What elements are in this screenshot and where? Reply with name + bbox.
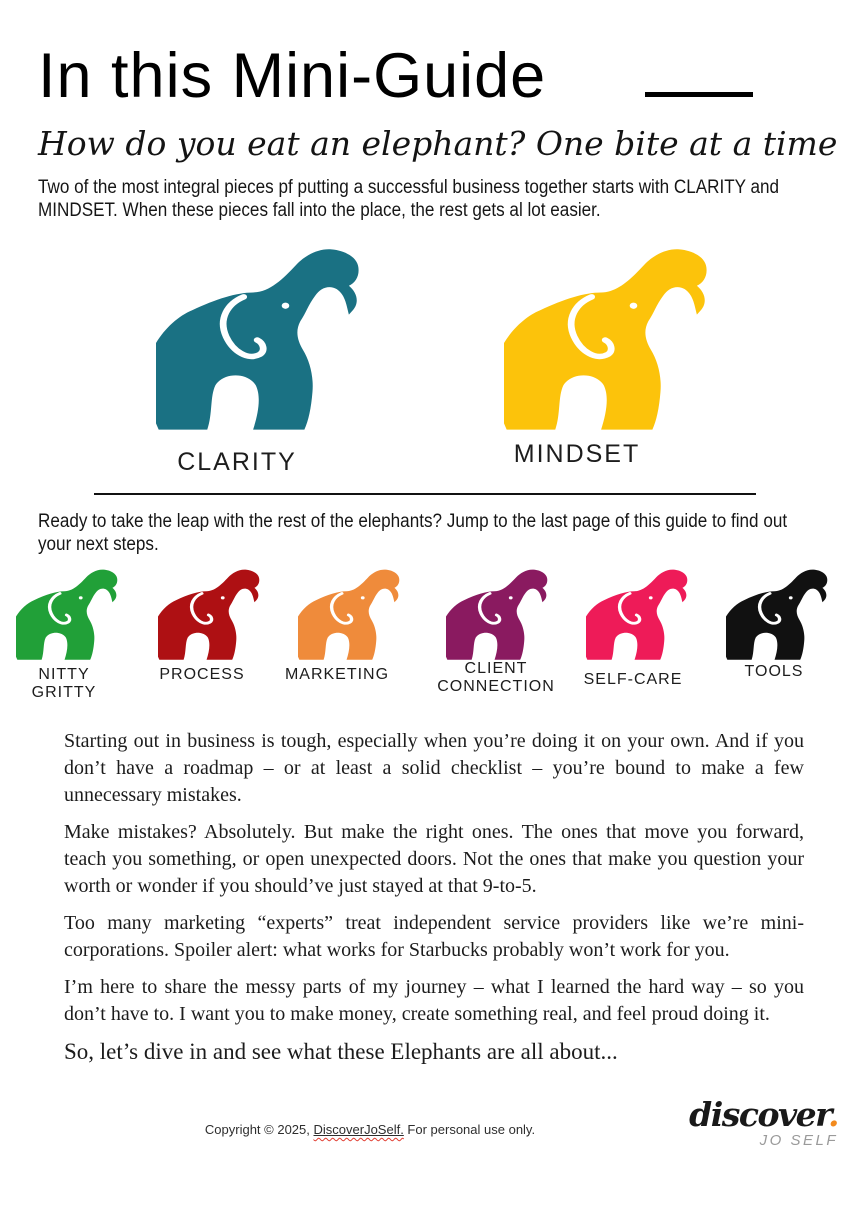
marketing-elephant-figure [298, 568, 414, 662]
mindset-elephant-figure [504, 246, 736, 434]
self-care-caption: SELF-CARE [583, 671, 683, 688]
tools-elephant-icon [726, 568, 842, 662]
body-paragraph: Make mistakes? Absolutely. But make the right ones. The ones that move you forward, teach you something, or open unexpected doors. Not the ones that make you question your worth or wonder if you should’ve just stayed at that 9-to-5. [64, 821, 804, 897]
closing-line: So, let’s dive in and see what these Elephants are all about... [64, 1039, 618, 1064]
section-divider [94, 493, 756, 495]
self-care-elephant-icon [586, 568, 702, 662]
logo-subtext: JO SELF [759, 1132, 838, 1149]
nitty-gritty-elephant-icon [16, 568, 132, 662]
process-caption: PROCESS [159, 666, 245, 683]
tools-elephant-figure [726, 568, 842, 662]
mindset-caption: MINDSET [513, 440, 641, 468]
copyright-link[interactable]: DiscoverJoSelf. [313, 1122, 404, 1137]
client-connection-elephant-icon [446, 568, 562, 662]
client-connection-caption: CLIENT CONNECTION [437, 660, 555, 696]
body-paragraph: I’m here to share the messy parts of my journey – what I learned the hard way – so you don’t have to. I want you to make money, create something real, and feel proud doing it. [64, 976, 804, 1025]
mindset-elephant-icon [504, 246, 736, 434]
article [64, 728, 804, 1076]
logo-dot: . [828, 1095, 838, 1134]
nitty-gritty-elephant-figure [16, 568, 132, 662]
marketing-elephant-icon [298, 568, 414, 662]
ready-text: Ready to take the leap with the rest of the elephants? Jump to the last page of this guide to find out your next steps. [38, 511, 788, 555]
marketing-caption: MARKETING [284, 666, 390, 683]
client-connection-elephant-figure [446, 568, 562, 662]
tools-caption: TOOLS [744, 663, 804, 680]
clarity-elephant-figure [156, 246, 388, 434]
copyright-prefix: Copyright © 2025, [204, 1122, 314, 1137]
intro-text: Two of the most integral pieces pf putting a successful business together starts with CLARITY and MINDSET. When these pieces fall into the place, the rest gets al lot easier. [38, 177, 780, 221]
process-elephant-figure [158, 568, 274, 662]
nitty-gritty-caption: NITTY GRITTY [31, 666, 97, 702]
page-subtitle: How do you eat an elephant? One bite at a time [38, 124, 838, 163]
clarity-elephant-icon [156, 246, 388, 434]
copyright-suffix: For personal use only. [403, 1122, 536, 1137]
clarity-caption: CLARITY [177, 448, 297, 476]
self-care-elephant-figure [586, 568, 702, 662]
page-title: In this Mini-Guide [38, 41, 547, 111]
body-paragraph: Too many marketing “experts” treat independent service providers like we’re mini-corporations. Spoiler alert: what works for Starbucks probably won’t work for you. [64, 912, 804, 961]
brand-logo [688, 1095, 838, 1149]
process-elephant-icon [158, 568, 274, 662]
body-paragraph: Starting out in business is tough, especially when you’re doing it on your own. And if you don’t have a roadmap – or at least a solid checklist – you’re bound to make a few unnecessary mistakes. [64, 730, 804, 806]
logo-wordmark: discover. [689, 1095, 838, 1134]
title-rule [645, 92, 753, 97]
copyright-text [0, 1122, 740, 1137]
